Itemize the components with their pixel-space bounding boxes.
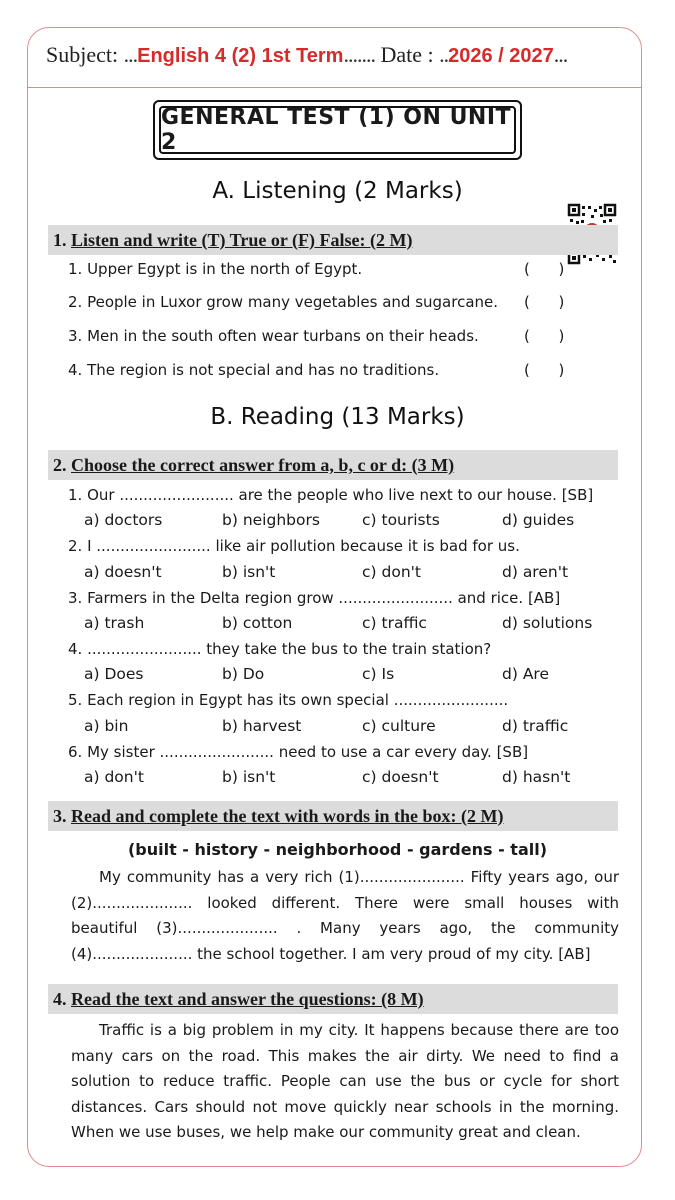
mcq-1-option-b[interactable]: b) neighbors: [222, 511, 320, 529]
listening-heading: A. Listening (2 Marks): [212, 178, 463, 204]
q3-instruction: Read and complete the text with words in the box: (2 M): [71, 806, 504, 826]
tf-item-1: 1. Upper Egypt is in the north of Egypt.: [68, 260, 363, 278]
q4-number: 4.: [53, 989, 67, 1009]
mcq-question-3: 3. Farmers in the Delta region grow ........................ and rice. [AB]: [68, 589, 561, 607]
mcq-3-option-d[interactable]: d) solutions: [502, 614, 593, 632]
tf-answer-1[interactable]: ( ): [524, 260, 565, 278]
q2-number: 2.: [53, 455, 67, 475]
mcq-2-option-b[interactable]: b) isn't: [222, 563, 276, 581]
header: [46, 42, 626, 68]
q3-paragraph: My community has a very rich (1)...................... Fifty years ago, our (2)..................... looked different. There were small houses with beautiful (3)..................... . Many years ago, the community (4)..................... the school together. I am very proud of my city. [AB]: [71, 868, 619, 963]
q1-bar: [48, 225, 618, 255]
mcq-6-option-d[interactable]: d) hasn't: [502, 768, 571, 786]
tf-item-4: 4. The region is not special and has no traditions.: [68, 361, 440, 379]
mcq-4-option-d[interactable]: d) Are: [502, 665, 549, 683]
date-value: 2026 / 2027: [448, 45, 554, 67]
mcq-2-option-a[interactable]: a) doesn't: [84, 563, 162, 581]
mcq-3-option-a[interactable]: a) trash: [84, 614, 145, 632]
mcq-1-option-d[interactable]: d) guides: [502, 511, 575, 529]
mcq-2-option-c[interactable]: c) don't: [362, 563, 421, 581]
mcq-4-option-b[interactable]: b) Do: [222, 665, 265, 683]
q2-instruction: Choose the correct answer from a, b, c or d: (3 M): [71, 455, 455, 475]
mcq-6-option-a[interactable]: a) don't: [84, 768, 144, 786]
mcq-question-5: 5. Each region in Egypt has its own special ........................: [68, 691, 509, 709]
mcq-question-2: 2. I ........................ like air pollution because it is bad for us.: [68, 537, 520, 555]
mcq-5-option-d[interactable]: d) traffic: [502, 717, 569, 735]
mcq-1-option-a[interactable]: a) doctors: [84, 511, 163, 529]
subject-value: English 4 (2) 1st Term: [137, 45, 344, 67]
q1-instruction: Listen and write (T) True or (F) False: (2 M): [71, 230, 413, 250]
date-label: Date :: [374, 42, 440, 67]
mcq-3-option-b[interactable]: b) cotton: [222, 614, 293, 632]
word-box: (built - history - neighborhood - gardens - tall): [127, 840, 548, 859]
mcq-5-option-b[interactable]: b) harvest: [222, 717, 302, 735]
header-divider: [27, 87, 642, 88]
title-box: [153, 100, 522, 160]
q4-instruction: Read the text and answer the questions: (8 M): [71, 989, 424, 1009]
q4-paragraph: Traffic is a big problem in my city. It happens because there are too many cars on the road. This makes the air dirty. We need to find a solution to reduce traffic. People can use the bus or cycle for short distances. Cars should not move quickly near schools in the morning. When we use buses, we help make our community great and clean.: [71, 1021, 619, 1141]
mcq-1-option-c[interactable]: c) tourists: [362, 511, 440, 529]
q2-bar: [48, 450, 618, 480]
q1-number: 1.: [53, 230, 67, 250]
q3-number: 3.: [53, 806, 67, 826]
tf-answer-2[interactable]: ( ): [524, 293, 565, 311]
q4-bar: [48, 984, 618, 1014]
q3-bar: [48, 801, 618, 831]
tf-answer-4[interactable]: ( ): [524, 361, 565, 379]
subject-label: Subject:: [46, 42, 124, 67]
date-dots: ..: [439, 42, 449, 67]
mcq-2-option-d[interactable]: d) aren't: [502, 563, 569, 581]
tf-item-2: 2. People in Luxor grow many vegetables and sugarcane.: [68, 293, 499, 311]
test-title: GENERAL TEST (1) ON UNIT 2: [159, 106, 516, 154]
mcq-4-option-a[interactable]: a) Does: [84, 665, 144, 683]
subject-dots: ...: [123, 42, 138, 67]
date-dots-after: ...: [553, 42, 568, 67]
tf-answer-3[interactable]: ( ): [524, 327, 565, 345]
mcq-4-option-c[interactable]: c) Is: [362, 665, 395, 683]
mcq-question-4: 4. ........................ they take the bus to the train station?: [68, 640, 492, 658]
mcq-6-option-b[interactable]: b) isn't: [222, 768, 276, 786]
mcq-3-option-c[interactable]: c) traffic: [362, 614, 427, 632]
mcq-6-option-c[interactable]: c) doesn't: [362, 768, 439, 786]
tf-item-3: 3. Men in the south often wear turbans on their heads.: [68, 327, 479, 345]
subject-dots-after: .......: [343, 42, 375, 67]
mcq-question-1: 1. Our ........................ are the people who live next to our house. [SB]: [68, 486, 594, 504]
mcq-question-6: 6. My sister ........................ need to use a car every day. [SB]: [68, 743, 529, 761]
mcq-5-option-a[interactable]: a) bin: [84, 717, 129, 735]
mcq-5-option-c[interactable]: c) culture: [362, 717, 436, 735]
reading-heading: B. Reading (13 Marks): [210, 404, 465, 430]
